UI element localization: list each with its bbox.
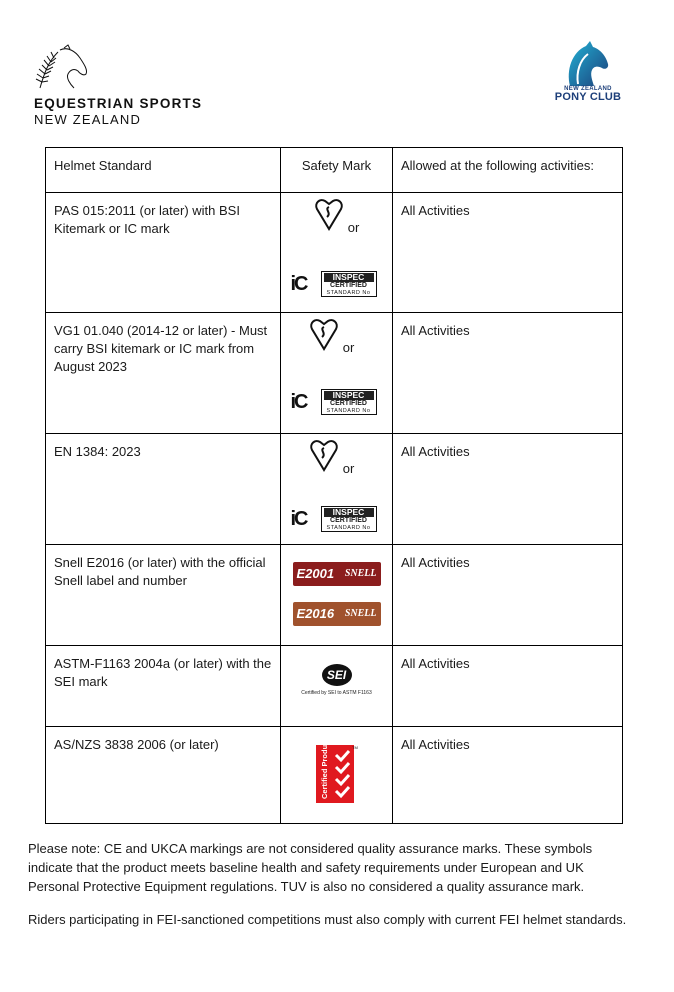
or-label: or xyxy=(347,220,360,235)
snell-brand-text: SNELL xyxy=(344,608,377,619)
standard-cell: EN 1384: 2023 xyxy=(46,434,281,545)
snell-e2016-label xyxy=(293,602,381,626)
standard-cell: AS/NZS 3838 2006 (or later) xyxy=(46,727,281,824)
standard-cell: VG1 01.040 (2014-12 or later) - Must carry BSI kitemark or IC mark from August 2023 xyxy=(46,313,281,434)
standard-cell: ASTM-F1163 2004a (or later) with the SEI mark xyxy=(46,646,281,727)
snell-e2016-text: E2016 xyxy=(296,606,335,621)
allowed-cell: All Activities xyxy=(393,313,623,434)
certified-product-icon xyxy=(316,743,358,803)
header-safety-mark: Safety Mark xyxy=(281,148,393,193)
table-row xyxy=(46,193,623,313)
safety-mark-cell xyxy=(281,727,393,824)
bsi-kitemark-icon xyxy=(309,438,339,472)
or-label: or xyxy=(342,461,355,476)
bsi-kitemark-icon xyxy=(314,197,344,231)
pony-club-logo xyxy=(548,40,628,103)
standard-cell: PAS 015:2011 (or later) with BSI Kitemark or IC mark xyxy=(46,193,281,313)
allowed-cell: All Activities xyxy=(393,193,623,313)
ic-inspec-mark xyxy=(291,269,383,299)
safety-mark-cell xyxy=(281,193,393,313)
ic-logo-icon: iC xyxy=(290,391,307,413)
fern-horse-icon xyxy=(34,44,94,90)
ic-standard-text: STANDARD No xyxy=(326,525,371,531)
safety-mark-cell xyxy=(281,646,393,727)
allowed-cell: All Activities xyxy=(393,646,623,727)
ic-certified-text: CERTIFIED xyxy=(330,400,367,407)
certified-product-mark xyxy=(316,743,358,803)
tm-text: TM xyxy=(351,745,358,750)
ic-inspec-mark xyxy=(291,387,383,417)
table-header-row xyxy=(46,148,623,193)
note-paragraph-quality-marks: Please note: CE and UKCA markings are not considered quality assurance marks. These symbols indicate that the product meets baseline health and safety requirements under European and UK Personal Protective Equipment regulations. TUV is also no considered a quality assurance mark. xyxy=(28,841,593,894)
standard-cell: Snell E2016 (or later) with the official Snell label and number xyxy=(46,545,281,646)
table-row xyxy=(46,434,623,545)
ic-inspec-text: INSPEC xyxy=(324,273,374,282)
ic-logo-icon: iC xyxy=(290,273,307,295)
esnz-title: EQUESTRIAN SPORTS xyxy=(34,96,203,111)
ic-certified-text: CERTIFIED xyxy=(330,517,367,524)
snell-e2001-text: E2001 xyxy=(296,566,335,581)
allowed-cell: All Activities xyxy=(393,434,623,545)
table-row xyxy=(46,545,623,646)
table-row xyxy=(46,646,623,727)
table-row xyxy=(46,313,623,434)
pony-club-country: NEW ZEALAND xyxy=(564,86,612,92)
safety-mark-cell xyxy=(281,545,393,646)
safety-mark-cell xyxy=(281,434,393,545)
sei-caption: Certified by SEI to ASTM F1163 xyxy=(301,690,372,696)
ic-standard-text: STANDARD No xyxy=(326,290,371,296)
or-label: or xyxy=(342,340,355,355)
helmet-standards-table xyxy=(45,147,623,824)
allowed-cell: All Activities xyxy=(393,727,623,824)
header-allowed-activities: Allowed at the following activities: xyxy=(393,148,623,193)
esnz-subtitle: NEW ZEALAND xyxy=(34,112,142,127)
ic-logo-icon: iC xyxy=(290,508,307,530)
allowed-cell: All Activities xyxy=(393,545,623,646)
ic-inspec-text: INSPEC xyxy=(324,391,374,400)
esnz-logo xyxy=(34,44,214,127)
pony-club-name: PONY CLUB xyxy=(554,91,622,103)
safety-mark-cell xyxy=(281,313,393,434)
ic-certified-text: CERTIFIED xyxy=(330,282,367,289)
ic-inspec-text: INSPEC xyxy=(324,508,374,517)
note-paragraph-fei: Riders participating in FEI-sanctioned competitions must also comply with current FEI helmet standards. xyxy=(28,912,627,927)
ic-inspec-mark xyxy=(291,504,383,534)
table-row xyxy=(46,727,623,824)
sei-mark xyxy=(281,664,392,696)
snell-e2001-label xyxy=(293,562,381,586)
bsi-kitemark-icon xyxy=(309,317,339,351)
notes-section xyxy=(28,839,634,943)
header-helmet-standard: Helmet Standard xyxy=(46,148,281,193)
sei-logo-icon: SEI xyxy=(322,664,352,686)
ic-standard-text: STANDARD No xyxy=(326,408,371,414)
snell-brand-text: SNELL xyxy=(344,568,377,579)
pony-head-icon xyxy=(560,40,616,88)
certified-product-text: Certified Product xyxy=(319,743,329,799)
